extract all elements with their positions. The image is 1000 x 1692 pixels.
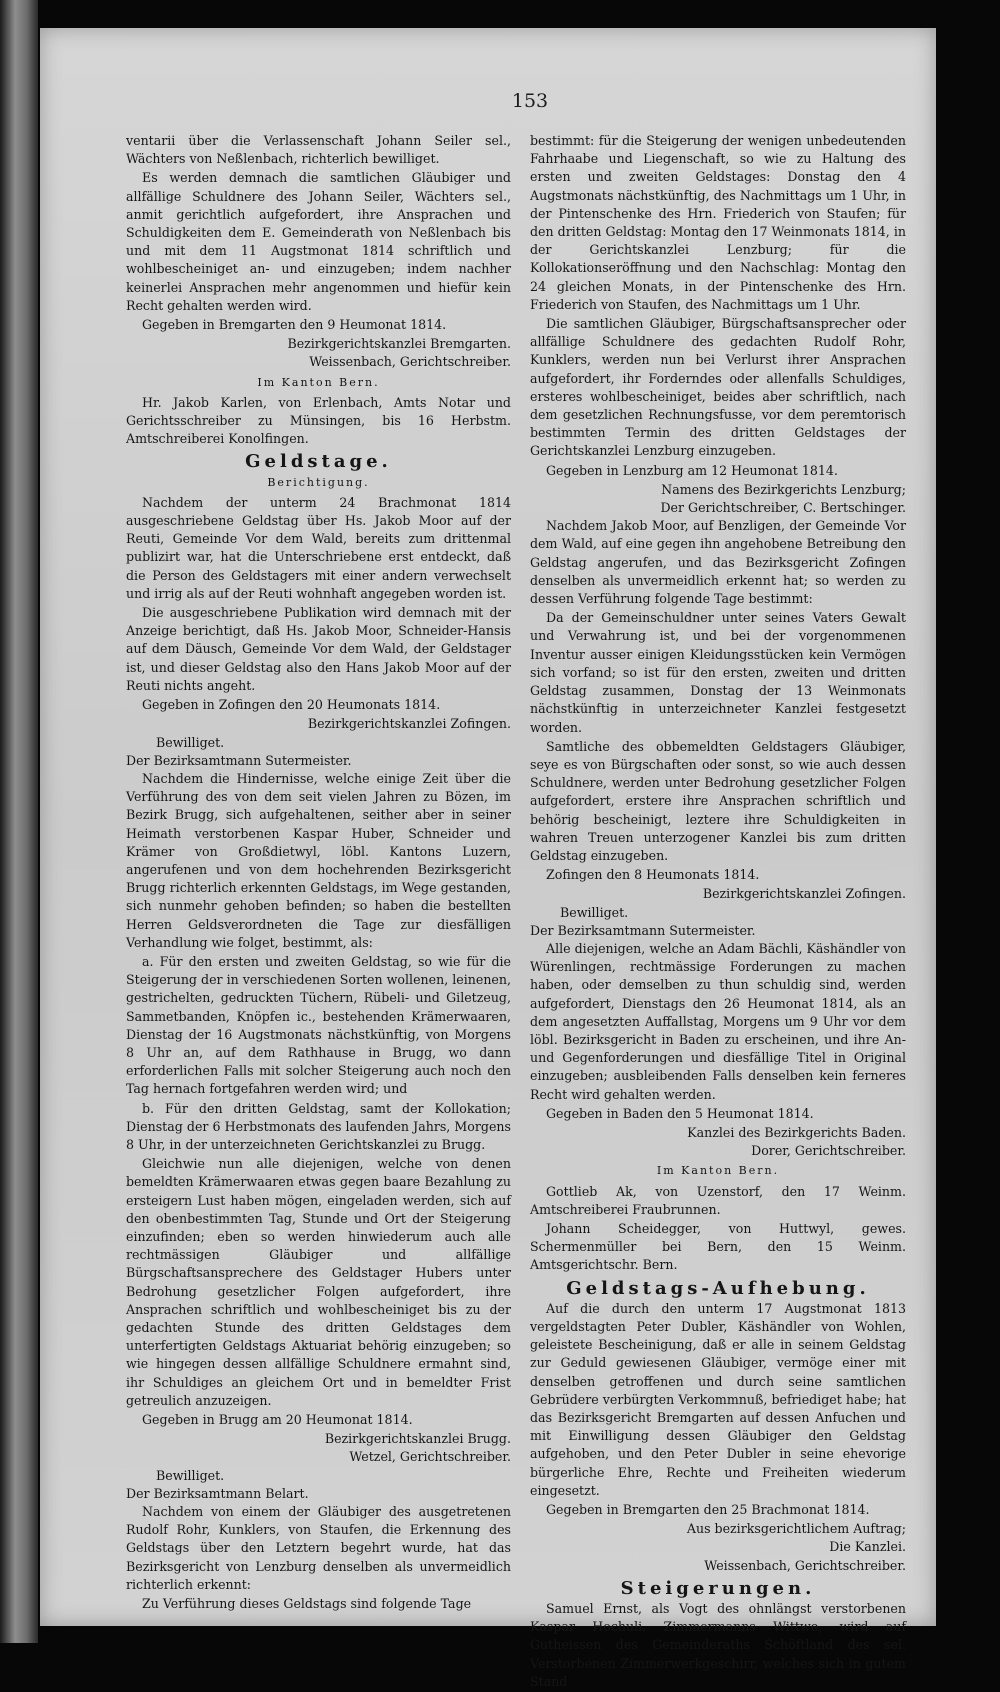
notice-paragraph: Samuel Ernst, als Vogt des ohnlängst verstorbenen Kaspar Hochuli, Zimmermanns Wittwe, wird auf Gutheissen des Gemeinderaths Schöftland des sel. Verstorbenen Zimmerwerkgeschirr, welches sich in gutem Stand — [530, 1601, 906, 1689]
notice-paragraph: b. Für den dritten Geldstag, samt der Kollokation; Dienstag der 6 Herbstmonats des laufenden Jahrs, Morgens 8 Uhr, in der unterzeichneten Gerichtskanzlei zu Brugg. — [126, 1100, 511, 1152]
notice-approval: Bewilliget. — [156, 734, 225, 750]
section-heading-geldstage: Geldstage. — [245, 451, 392, 473]
notice-signature: Wetzel, Gerichtschreiber. — [349, 1449, 511, 1465]
notice-paragraph: Es werden demnach die samtlichen Gläubiger und allfällige Schuldnere des Johann Seiler, Wächters sel., anmit gerichtlich aufgefordert, ihre Ansprachen und Schuldigkeiten dem E. Gemeinderath von Neßlenbach bis und mit dem 11 Augstmonat 1814 schriftlich und wohlbescheiniget an- und einzugeben; indem nachher keinerlei Ansprachen mehr angenommen und hiefür kein Recht gehalten werden wird. — [126, 170, 511, 313]
notice-date: Zofingen den 8 Heumonats 1814. — [546, 867, 760, 883]
notice-paragraph: Nachdem von einem der Gläubiger des ausgetretenen Rudolf Rohr, Kunklers, von Staufen, die Erkennung des Geldstags über den Letztern begehrt wurde, hat das Bezirksgericht von Lenzburg denselben als unvermeidlich richterlich erkennt: — [126, 1504, 511, 1592]
notice-signature: Bezirkgerichtskanzlei Zofingen. — [702, 886, 906, 902]
notice-date: Gegeben in Bremgarten den 25 Brachmonat 1814. — [546, 1502, 870, 1518]
notice-date: Gegeben in Brugg am 20 Heumonat 1814. — [142, 1412, 413, 1428]
notice-signature: Aus bezirksgerichtlichem Auftrag; — [686, 1521, 906, 1537]
notice-signature: Weissenbach, Gerichtschreiber. — [704, 1557, 906, 1573]
newspaper-page — [40, 28, 936, 1689]
notice-signature: Der Gerichtschreiber, C. Bertschinger. — [660, 500, 906, 516]
notice-approval: Bewilliget. — [156, 1467, 225, 1483]
notice-signature: Bezirkgerichtskanzlei Zofingen. — [307, 716, 511, 732]
notice-signature: Die Kanzlei. — [829, 1539, 906, 1555]
notice-paragraph: ventarii über die Verlassenschaft Johann Seiler sel., Wächters von Neßlenbach, richterlich bewilliget. — [126, 133, 511, 167]
notice-paragraph: Gleichwie nun alle diejenigen, welche von denen bemeldten Krämerwaaren etwas gegen baare Bezahlung zu ersteigern Lust haben mögen, eingeladen werden, sich auf den obenbestimmten Tag, Stunde und Ort der Steigerung einzufinden; eben so werden hinwiederum auch alle rechtmässigen Gläubiger und allfällige Bürgschaftsansprechere des Geldstager Hubers unter Bedrohung gesetzlicher Folgen aufgefordert, ihre Ansprachen schriftlich und wohlbescheiniget bis zu der gedachten Stunde des dritten Geldstages dem unterfertigten Geldstags Aktuariat behörig einzugeben; so wie hingegen dessen allfällige Schuldnere ermahnt sind, ihr Schuldiges an gleichem Ort und in bemeldter Frist getreulich anzuzeigen. — [126, 1156, 511, 1408]
left-column — [126, 132, 511, 1614]
notice-paragraph: Nachdem die Hindernisse, welche einige Zeit über die Verführung des von dem seit vielen Jahren zu Bözen, im Bezirk Brugg, sich aufgehaltenen, seither aber in seiner Heimath verstorbenen Kaspar Huber, Schneider und Krämer von Großdietwyl, löbl. Kantons Luzern, angerufenen und von dem hochehrenden Bezirksgericht Brugg richterlich erkennten Geldstags, im Wege gestanden, sich nunmehr gehoben befinden; so haben die bestellten Herren Geldsverordneten die Tage zur diesfälligen Verhandlung wie folget, bestimmt, als: — [126, 770, 511, 950]
notice-signature: Der Bezirksamtmann Sutermeister. — [530, 922, 756, 938]
notice-paragraph: Johann Scheidegger, von Huttwyl, gewes. Schermenmüller bei Bern, den 15 Weinm. Amtsgerichtschr. Bern. — [530, 1220, 906, 1273]
notice-signature: Bezirkgerichtskanzlei Brugg. — [324, 1431, 511, 1447]
section-subheading: Im Kanton Bern. — [656, 1164, 780, 1178]
section-subheading: Berichtigung. — [267, 475, 370, 489]
right-column — [530, 132, 906, 1692]
notice-signature: Namens des Bezirkgerichts Lenzburg; — [661, 481, 906, 497]
notice-date: Gegeben in Lenzburg am 12 Heumonat 1814. — [546, 462, 838, 478]
notice-signature: Bezirkgerichtskanzlei Bremgarten. — [287, 336, 511, 352]
notice-paragraph: Samtliche des obbemeldten Geldstagers Gläubiger, seye es von Bürgschaften oder sonst, so wie auch dessen Schuldnere, werden unter Bedrohung gesetzlicher Folgen aufgefordert, erstere ihre Ansprachen schriftlich und behörig bescheinigt, leztere ihre Schuldigkeiten in wahren Treuen unterzogener Kanzlei bis zum dritten Geldstag einzugeben. — [530, 738, 906, 863]
notice-signature: Der Bezirksamtmann Belart. — [126, 1485, 309, 1501]
notice-paragraph: Hr. Jakob Karlen, von Erlenbach, Amts Notar und Gerichtsschreiber zu Münsingen, bis 16 Herbstm. Amtschreiberei Konolfingen. — [126, 394, 511, 447]
section-heading-steigerungen: Steigerungen. — [620, 1577, 816, 1599]
notice-paragraph: Die samtlichen Gläubiger, Bürgschaftsansprecher oder allfällige Schuldnere des gedachten Rudolf Rohr, Kunklers, werden nun bei Verlurst ihrer Ansprachen aufgefordert, ihr Forderndes oder allenfalls Schuldiges, ersteres wohlbescheiniget, beides aber schriftlich, nach dem gesetzlichen Rechnungsfusse, vor dem peremtorisch bestimmten Termin des dritten Geldstages der Gerichtskanzlei Lenzburg einzugeben. — [530, 316, 906, 459]
notice-paragraph: Zu Verführung dieses Geldstags sind folgende Tage — [142, 1596, 472, 1612]
notice-paragraph: Da der Gemeinschuldner unter seines Vaters Gewalt und Verwahrung ist, und bei der vorgenommenen Inventur ausser einigen Kleidungsstücken kein Vermögen sich vorfand; so ist für den ersten, zweiten und dritten Geldstag zusammen, Donstag der 13 Weinmonats nächstkünftig in unterzeichneter Kanzlei festgesetzt worden. — [530, 610, 906, 735]
notice-paragraph: Gottlieb Ak, von Uzenstorf, den 17 Weinm. Amtschreiberei Fraubrunnen. — [530, 1183, 906, 1217]
notice-date: Gegeben in Zofingen den 20 Heumonats 1814. — [142, 697, 441, 713]
notice-paragraph: Nachdem Jakob Moor, auf Benzligen, der Gemeinde Vor dem Wald, auf eine gegen ihn angehobene Betreibung den Geldstag angerufen, und das Bezirksgericht Zofingen denselben als unvermeidlich erkennt hat; so werden zu dessen Verführung folgende Tage bestimmt: — [530, 518, 906, 607]
notice-date: Gegeben in Bremgarten den 9 Heumonat 1814. — [142, 317, 447, 333]
notice-signature: Weissenbach, Gerichtschreiber. — [309, 354, 511, 370]
notice-paragraph: Nachdem der unterm 24 Brachmonat 1814 ausgeschriebene Geldstag über Hs. Jakob Moor auf der Reuti, Gemeinde Vor dem Wald, bereits zum drittenmal publizirt war, hat die Unterschriebene erst entdeckt, daß die Person des Geldstagers mit einer andern verwechselt und irrig als auf der Reuti wohnhaft angegeben worden ist. — [126, 494, 511, 601]
notice-paragraph: Die ausgeschriebene Publikation wird demnach mit der Anzeige berichtigt, daß Hs. Jakob Moor, Schneider-Hansis auf dem Däusch, Gemeinde Vor dem Wald, der Geldstager ist, und dieser Geldstag also den Hans Jakob Moor auf der Reuti nichts angeht. — [126, 605, 511, 693]
notice-date: Gegeben in Baden den 5 Heumonat 1814. — [546, 1105, 814, 1121]
notice-signature: Dorer, Gerichtschreiber. — [751, 1143, 906, 1159]
section-subheading: Im Kanton Bern. — [257, 375, 380, 389]
previous-page-edge — [0, 0, 38, 1643]
notice-paragraph: Auf die durch den unterm 17 Augstmonat 1813 vergeldstagten Peter Dubler, Käshändler von Wohlen, geleistete Bescheinigung, daß er alle in seinem Geldstag zur Geduld gewiesenen Gläubiger, vermöge einer mit denselben getroffenen und durch seine samtlichen Gebrüdere verbürgten Verkommnuß, befriediget habe; hat das Bezirksgericht Bremgarten auf dessen Anfuchen und mit Einwilligung dessen Gläubiger den Geldstag aufgehoben, und den Peter Dubler in seine ehevorige bürgerliche Ehre, Rechte und Freiheiten wiederum eingesetzt. — [530, 1300, 906, 1498]
page-number: 153 — [511, 90, 549, 112]
notice-paragraph: a. Für den ersten und zweiten Geldstag, so wie für die Steigerung der in verschiedenen Sorten wollenen, leinenen, gestrichelten, gedruckten Tüchern, Rübeli- und Giletzeug, Sammetbanden, Knöpfen ic., bestehenden Krämerwaaren, Dienstag der 16 Augstmonats nächstkünftig, von Morgens 8 Uhr an, auf dem Rathhause in Brugg, wo dann erforderlichen Falls mit solcher Steigerung auch noch den Tag hernach fortgefahren werden wird; und — [126, 953, 511, 1097]
notice-signature: Kanzlei des Bezirkgerichts Baden. — [687, 1124, 906, 1140]
notice-paragraph: bestimmt: für die Steigerung der wenigen unbedeutenden Fahrhaabe und Liegenschaft, so wie zu Haltung des ersten und zweiten Geldstages: Donstag den 4 Augstmonats nächstkünftig, des Nachmittags um 1 Uhr, in der Pintenschenke des Hrn. Friederich von Staufen; für den dritten Geldstag: Montag den 17 Weinmonats 1814, in der Gerichtskanzlei Lenzburg; für die Kollokationseröffnung und den Nachschlag: Montag den 24 gleichen Monats, in der Pintenschenke des Hrn. Friederich von Staufen, des Nachmittags um 1 Uhr. — [530, 133, 906, 312]
notice-signature: Der Bezirksamtmann Sutermeister. — [126, 752, 352, 768]
section-heading-aufhebung: Geldstags-Aufhebung. — [566, 1277, 870, 1299]
notice-paragraph: Alle diejenigen, welche an Adam Bächli, Käshändler von Würenlingen, rechtmässige Forderungen zu machen haben, oder demselben zu thun schuldig sind, werden aufgefordert, Dienstags den 26 Heumonat 1814, als an dem angesetzten Auffallstag, Morgens um 9 Uhr vor dem löbl. Bezirksgericht in Baden zu erscheinen, und ihre An- und Gegenforderungen und diesfällige Titel in Original einzugeben; ausbleibenden Falls denselben kein ferneres Recht wird gehalten werden. — [530, 940, 906, 1102]
notice-approval: Bewilliget. — [560, 904, 629, 920]
